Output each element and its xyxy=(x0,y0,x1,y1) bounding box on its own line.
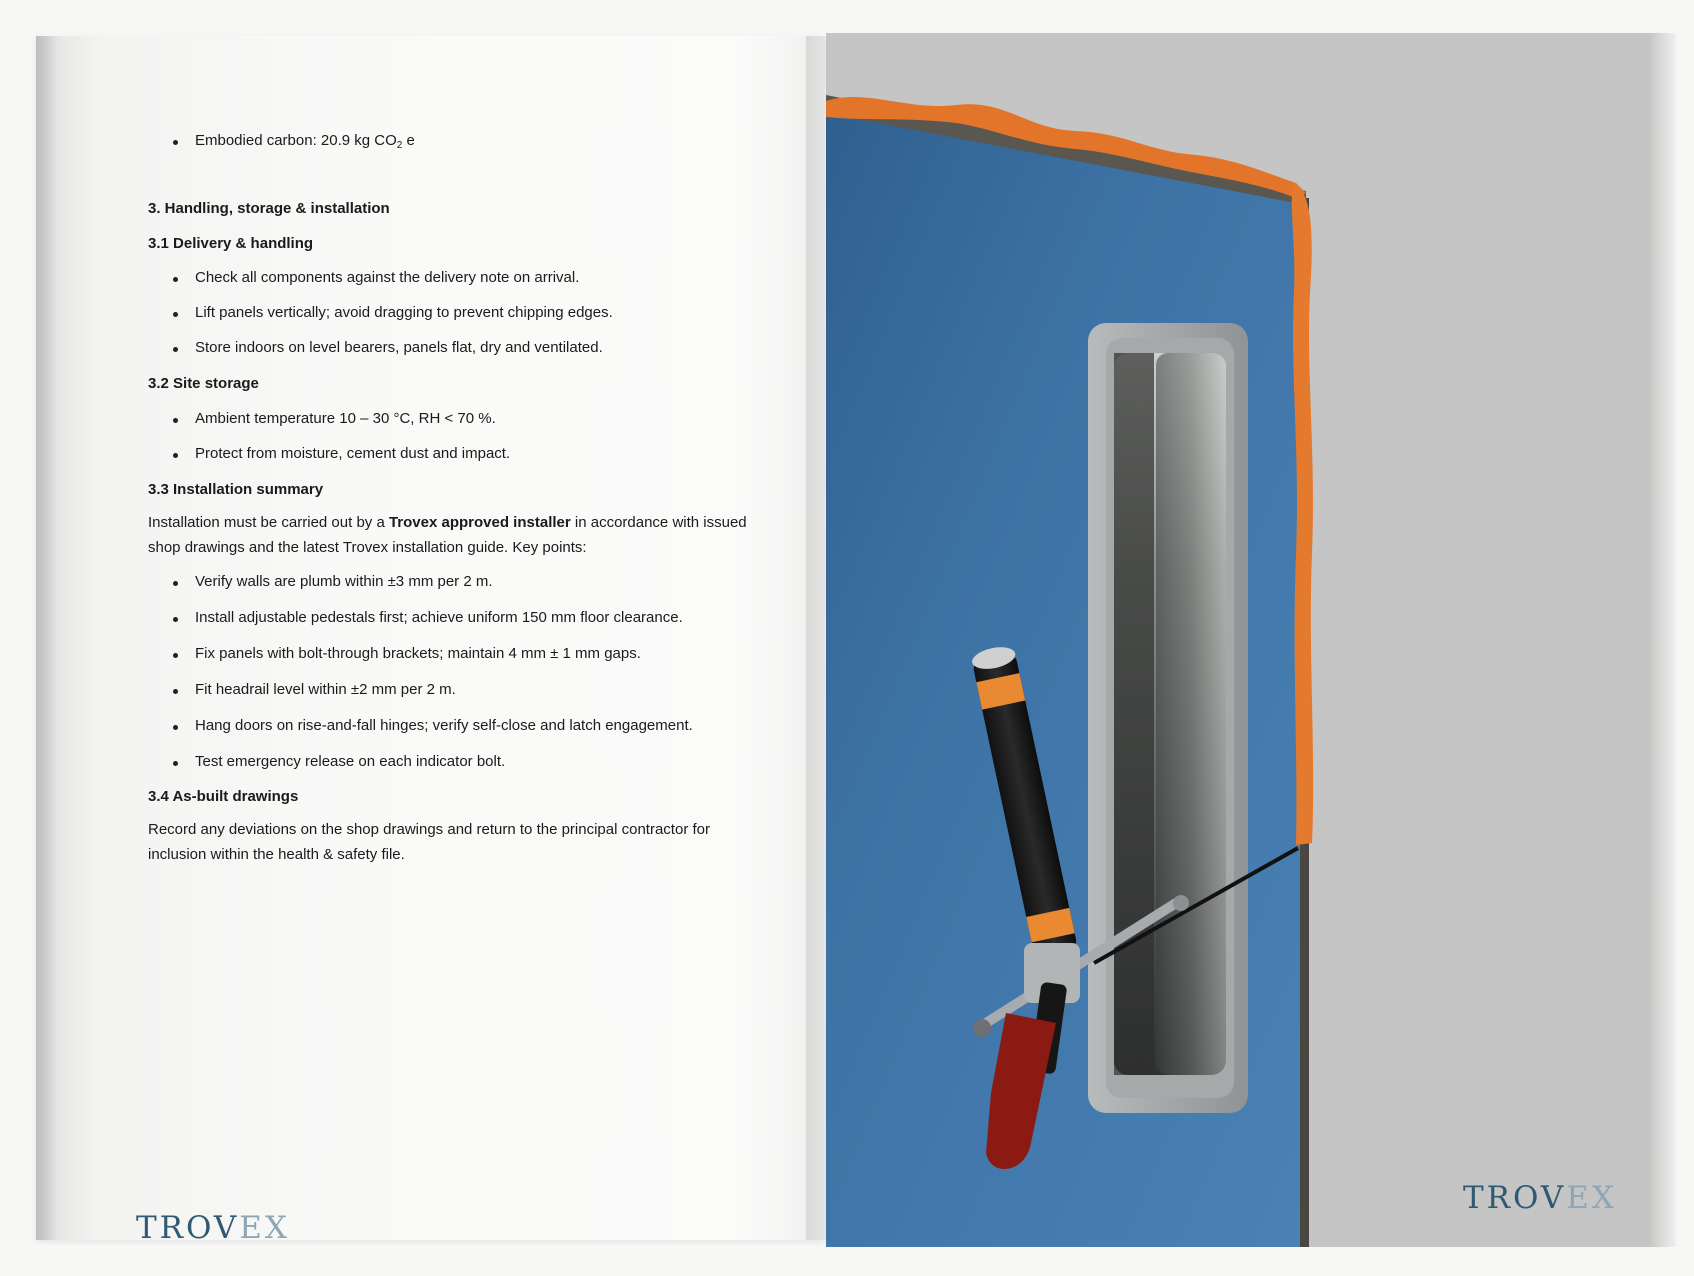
section-heading: 3. Handling, storage & installation xyxy=(148,200,390,217)
list-item: Install adjustable pedestals first; achieve uniform 150 mm floor clearance. xyxy=(148,608,768,628)
subsection-heading-3-4: 3.4 As-built drawings xyxy=(148,788,299,805)
right-page xyxy=(826,33,1676,1247)
trovex-logo xyxy=(136,1210,290,1246)
trovex-logo-right xyxy=(1463,1180,1617,1216)
glass-reflection xyxy=(1156,353,1226,1075)
left-page xyxy=(36,36,825,1246)
barrel-joint xyxy=(1173,895,1189,911)
list-item: Ambient temperature 10 – 30 °C, RH < 70 %. xyxy=(148,409,768,429)
list-item: Verify walls are plumb within ±3 mm per 2 m. xyxy=(148,572,768,592)
left-page-content xyxy=(148,131,768,867)
list-item: Store indoors on level bearers, panels flat, dry and ventilated. xyxy=(148,338,768,358)
list-item: Test emergency release on each indicator bolt. xyxy=(148,752,768,772)
logo-text-fade: EX xyxy=(239,1210,290,1246)
subsection-heading-3-1: 3.1 Delivery & handling xyxy=(148,235,314,252)
subsection-heading-3-2: 3.2 Site storage xyxy=(148,375,259,392)
subsection-heading-3-3: 3.3 Installation summary xyxy=(148,481,324,498)
paragraph-text: Installation must be carried out by a xyxy=(148,514,389,531)
list-item: Fit headrail level within ±2 mm per 2 m. xyxy=(148,680,768,700)
glass-shadow xyxy=(1114,353,1154,1075)
product-illustration xyxy=(826,33,1676,1247)
bullet-embodied-carbon xyxy=(148,131,768,151)
barrel-end xyxy=(973,1019,991,1037)
list-item: Fix panels with bolt-through brackets; maintain 4 mm ± 1 mm gaps. xyxy=(148,644,768,664)
logo-text: TROV xyxy=(1463,1180,1567,1216)
list-item: Protect from moisture, cement dust and impact. xyxy=(148,444,768,464)
subscript: 2 xyxy=(396,140,403,151)
installation-paragraph xyxy=(148,510,768,560)
list-item: Lift panels vertically; avoid dragging to prevent chipping edges. xyxy=(148,303,768,323)
logo-text-fade: EX xyxy=(1566,1180,1617,1216)
list-item: Hang doors on rise-and-fall hinges; verify self-close and latch engagement. xyxy=(148,716,768,736)
bullet-suffix: e xyxy=(402,132,415,149)
list-item: Check all components against the delivery note on arrival. xyxy=(148,268,768,288)
as-built-paragraph: Record any deviations on the shop drawings and return to the principal contractor for inclusion within the health & safety file. xyxy=(148,821,710,863)
paragraph-bold: Trovex approved installer xyxy=(388,514,571,531)
logo-text: TROV xyxy=(136,1210,240,1246)
bullet-text: Embodied carbon: 20.9 kg CO xyxy=(195,132,397,149)
paragraph-text: in accordance with issued shop drawings and the latest Trovex installation guide. Key points: xyxy=(148,514,747,556)
